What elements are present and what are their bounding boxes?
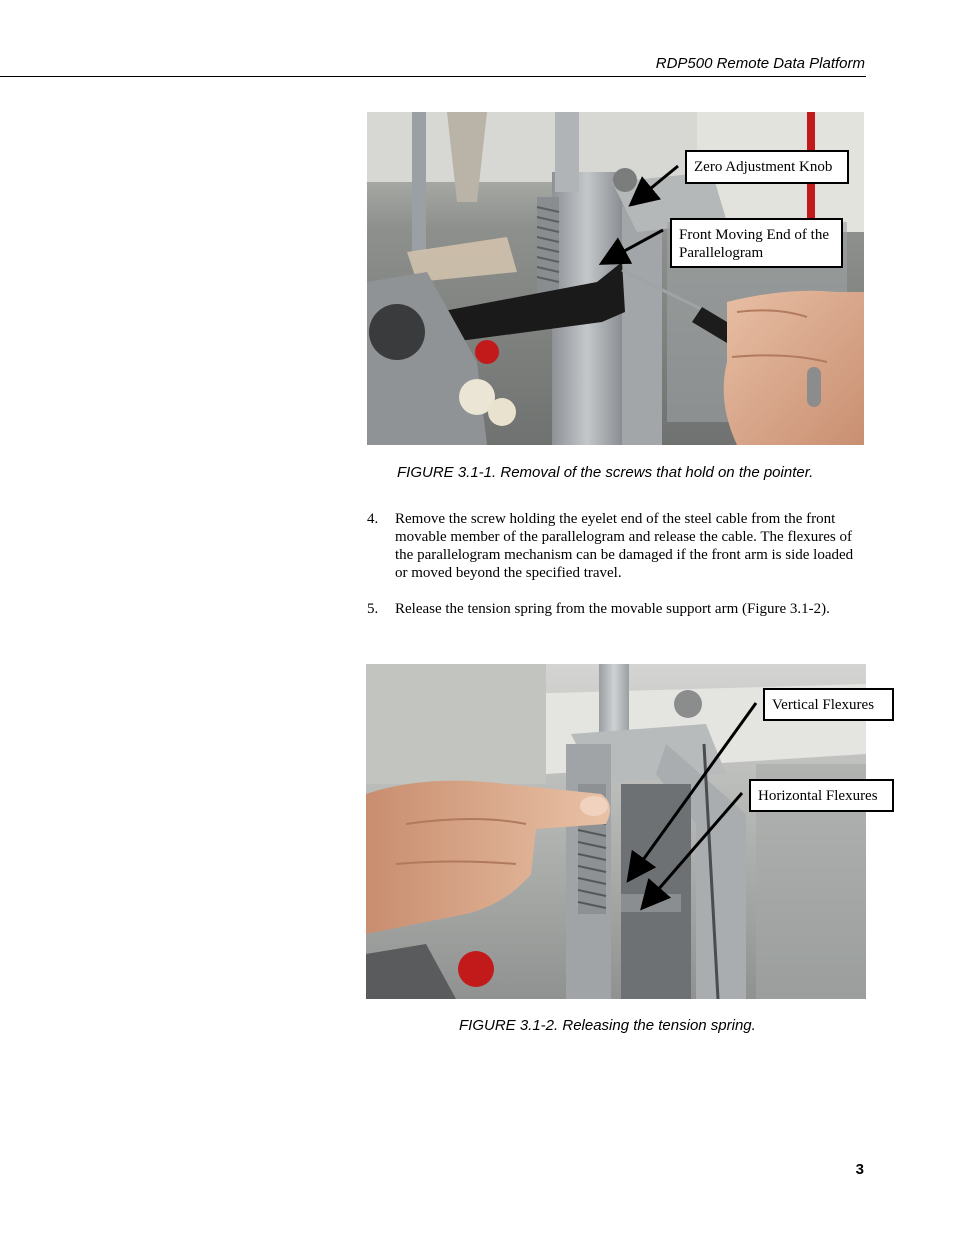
- header-rule: [0, 76, 866, 77]
- callout-zero-adjustment-knob: Zero Adjustment Knob: [685, 150, 849, 184]
- step-5: [367, 600, 862, 618]
- step-4: [367, 510, 862, 582]
- figure-1-caption: FIGURE 3.1-1. Removal of the screws that hold on the pointer.: [397, 464, 814, 481]
- figure-2-caption: FIGURE 3.1-2. Releasing the tension spring.: [459, 1017, 756, 1034]
- step-4-text: Remove the screw holding the eyelet end of the steel cable from the front movable member of the parallelogram and release the cable. The flexures of the parallelogram mechanism can be damaged if the front arm is side loaded or moved beyond the specified travel.: [395, 511, 854, 581]
- step-5-text: Release the tension spring from the movable support arm (Figure 3.1-2).: [395, 601, 830, 617]
- callout-horizontal-flexures: Horizontal Flexures: [749, 779, 894, 812]
- callout-front-moving-end: Front Moving End of the Parallelogram: [670, 218, 843, 268]
- callout-vertical-flexures: Vertical Flexures: [763, 688, 894, 721]
- page-number: 3: [855, 1161, 864, 1178]
- step-5-number: 5.: [367, 601, 379, 617]
- running-header: RDP500 Remote Data Platform: [655, 55, 865, 72]
- step-4-number: 4.: [367, 511, 379, 527]
